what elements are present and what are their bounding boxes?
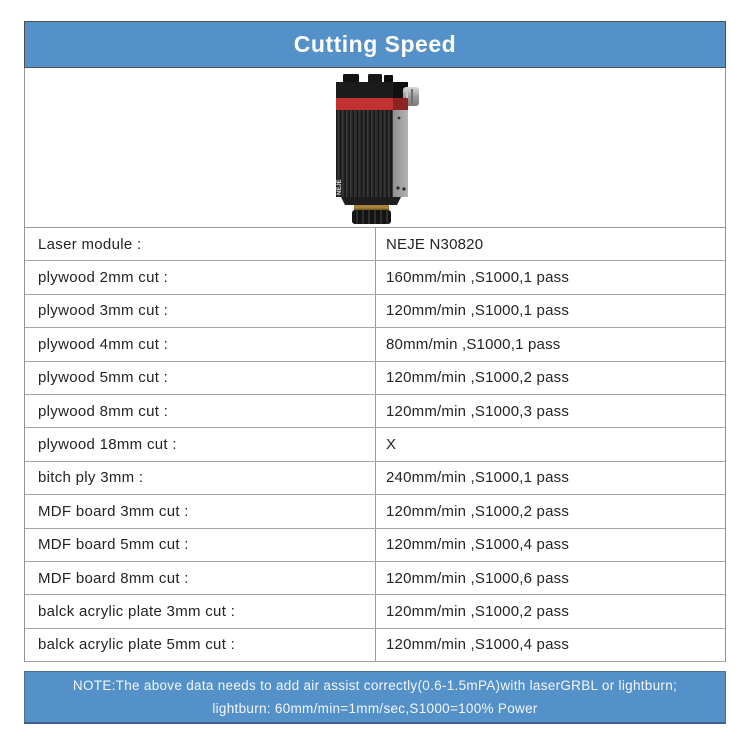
table-row [25,595,725,628]
spec-label: plywood 8mm cut : [38,402,169,420]
spec-label: plywood 3mm cut : [38,302,169,320]
brand-logo: NEJE [337,179,343,195]
spec-value: 120mm/min ,S1000,2 pass [375,595,725,627]
product-image-section [24,68,726,227]
module-knob-ridge [362,210,364,224]
module-red-band-side [393,98,408,110]
spec-value: 120mm/min ,S1000,3 pass [375,395,725,427]
spec-label: MDF board 8mm cut : [38,569,189,587]
laser-module-image [329,74,421,226]
module-knob-ridge [374,210,376,224]
module-knob-ridge [380,210,382,224]
spec-value: 120mm/min ,S1000,1 pass [375,295,725,327]
spec-value: 120mm/min ,S1000,2 pass [375,362,725,394]
table-row [25,228,725,261]
module-knob-ridge [386,210,388,224]
spec-value: 120mm/min ,S1000,2 pass [375,495,725,527]
module-screw-hole [396,186,399,189]
module-connector-ridge [411,89,413,104]
table-row [25,295,725,328]
note-line-2: lightburn: 60mm/min=1mm/sec,S1000=100% Power [212,700,538,716]
spec-label: balck acrylic plate 5mm cut : [38,636,236,654]
spec-value: 120mm/min ,S1000,4 pass [375,629,725,661]
module-brass-ring-shadow [354,209,389,211]
spec-label: plywood 5mm cut : [38,369,169,387]
spec-label: MDF board 3mm cut : [38,502,189,520]
spec-value: 80mm/min ,S1000,1 pass [375,328,725,360]
module-knob-ridge [368,210,370,224]
module-knob-ridge [356,210,358,224]
spec-label: plywood 18mm cut : [38,436,177,454]
table-row [25,629,725,662]
table-row [25,428,725,461]
spec-value: X [375,428,725,460]
note-banner [24,671,726,724]
spec-label: Laser module : [38,235,142,253]
table-row [25,261,725,294]
spec-label: bitch ply 3mm : [38,469,144,487]
module-side-panel [393,110,408,197]
spec-value: 120mm/min ,S1000,6 pass [375,562,725,594]
spec-value: NEJE N30820 [375,228,725,260]
header-banner [24,21,726,68]
note-line-1: NOTE:The above data needs to add air assist correctly(0.6-1.5mPA)with laserGRBL or lightburn; [72,677,678,693]
table-row [25,495,725,528]
table-row [25,395,725,428]
module-screw-hole [402,187,405,190]
spec-label: balck acrylic plate 3mm cut : [38,602,236,620]
table-row [25,462,725,495]
table-row [25,328,725,361]
spec-value: 160mm/min ,S1000,1 pass [375,261,725,293]
table-row [25,362,725,395]
module-base [341,197,401,205]
module-red-band [336,98,393,110]
product-card [24,21,726,724]
module-heatsink [336,110,393,197]
table-row [25,529,725,562]
spec-label: plywood 4mm cut : [38,335,169,353]
spec-table [24,227,726,662]
spec-label: plywood 2mm cut : [38,269,169,287]
spec-value: 240mm/min ,S1000,1 pass [375,462,725,494]
spec-label: MDF board 5mm cut : [38,536,189,554]
table-row [25,562,725,595]
spec-value: 120mm/min ,S1000,4 pass [375,529,725,561]
module-screw-hole [398,117,401,120]
page-title: Cutting Speed [293,31,457,57]
